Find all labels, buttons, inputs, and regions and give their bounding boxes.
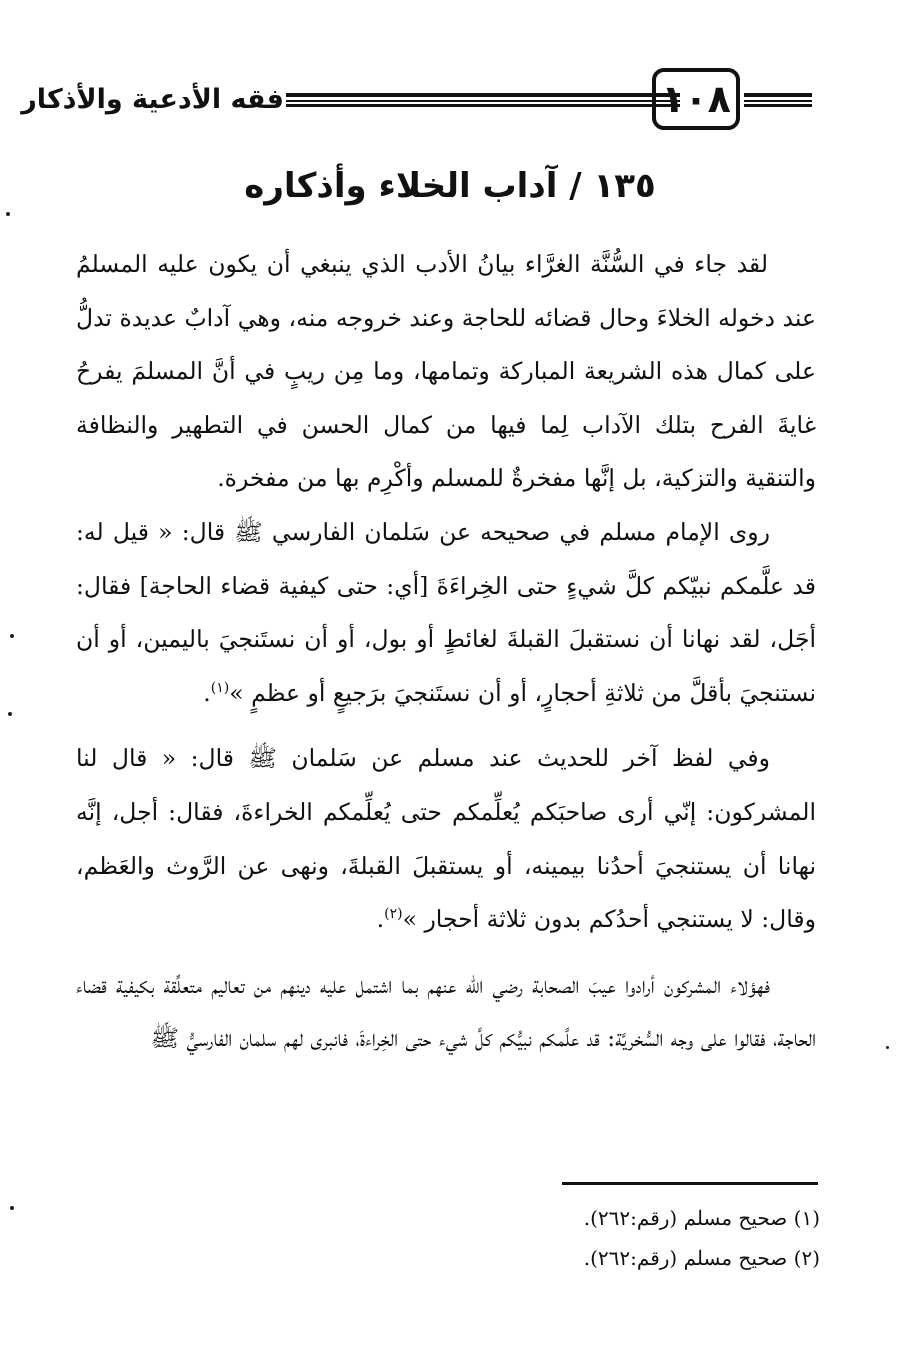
scan-speck: [6, 212, 10, 216]
footnote-reference[interactable]: (٢): [384, 906, 403, 923]
footnote: (٢) صحيح مسلم (رقم:٢٦٢).: [583, 1246, 820, 1270]
scan-speck: [10, 1206, 14, 1210]
header-rule-left: [286, 93, 680, 107]
chapter-title: ١٣٥ / آداب الخلاء وأذكاره: [244, 166, 656, 206]
paragraph-text: لقد جاء في السُّنَّة الغرَّاء بيانُ الأدب الذي ينبغي أن يكون عليه المسلمُ عند دخوله الخلاءَ وحال قضائه للحاجة وعند خروجه منه، وهي آدابٌ عديدة تدلُّ على كمال هذه الشريعة المباركة وتمامها، وما مِن ريبٍ في أنَّ المسلمَ يفرحُ غايةَ الفرح بتلك الآداب لِما فيها من كمال الحسن في التطهير والنظافة والتنقية والتزكية، بل إنَّها مفخرةٌ للمسلم وأكْرِم بها من مفخرة.: [76, 250, 816, 493]
body-text: [76, 238, 816, 1190]
paragraph: [76, 238, 816, 506]
header-rule-right: [744, 93, 812, 107]
footnote: (١) صحيح مسلم (رقم:٢٦٢).: [583, 1206, 820, 1230]
footnote-reference[interactable]: (١): [210, 679, 230, 696]
paragraph: روى الإمام مسلم في صحيحه عن سَلمان الفارسي ﷺ قال: « قيل له: قد علَّمكم نبيّكم كلَّ شيءٍ حتى الخِراءَةَ [أي: حتى كيفية قضاء الحاجة] فقال: أجَل، لقد نهانا أن نستقبلَ القبلةَ لغائطٍ أو بول، أو أن نستَنجيَ باليمين، أو أن نستنجيَ بأقلَّ من ثلاثةِ أحجارٍ، أو أن نستَنجيَ برَجيعٍ أو عظمٍ »$^{(١)}$.: [76, 517, 816, 707]
paragraph-text: روى الإمام مسلم في صحيحه عن سَلمان الفارسي ﷺ قال: « قيل له: قد علَّمكم نبيّكم كلَّ شيءٍ حتى الخِراءَةَ [أي: حتى كيفية قضاء الحاجة] فقال: أجَل، لقد نهانا أن نستقبلَ القبلةَ لغائطٍ أو بول، أو أن نستَنجيَ باليمين، أو أن نستنجيَ بأقلَّ من ثلاثةِ أحجارٍ، أو أن نستَنجيَ برَجيعٍ أو عظمٍ »: [76, 517, 816, 707]
paragraph: وفي لفظ آخر للحديث عند مسلم عن سَلمان ﷺ قال: « قال لنا المشركون: إنّي أرى صاحبَكم يُعلِّمكم حتى يُعلِّمكم الخراءةَ، فقال: أجل، إنَّه نهانا أن يستنجيَ أحدُنا بيمينه، أو يستقبلَ القبلةَ، ونهى عن الرَّوث والعَظم، وقال: لا يستنجي أحدُكم بدون ثلاثة أحجار »$^{(٢)}$.: [76, 744, 816, 934]
footnotes: [400, 1198, 820, 1278]
scan-speck: [8, 712, 12, 716]
book-title: فقه الأدعية والأذكار: [21, 84, 284, 115]
paragraph-text: وفي لفظ آخر للحديث عند مسلم عن سَلمان ﷺ قال: « قال لنا المشركون: إنّي أرى صاحبَكم يُعلِّمكم حتى يُعلِّمكم الخراءةَ، فقال: أجل، إنَّه نهانا أن يستنجيَ أحدُنا بيمينه، أو يستقبلَ القبلةَ، ونهى عن الرَّوث والعَظم، وقال: لا يستنجي أحدُكم بدون ثلاثة أحجار »: [76, 744, 816, 934]
scan-speck: [886, 1046, 889, 1049]
paragraph: [76, 959, 816, 1066]
footnote-separator: [562, 1182, 818, 1185]
page-number: ١٠٨: [652, 68, 740, 130]
running-header: [21, 66, 812, 138]
scan-speck: [10, 634, 14, 638]
paragraph-text: فهؤلاء المشركون أرادوا عيبَ الصحابة رضي الله عنهم بما اشتمل عليه دينهم من تعاليم متعلِّقة بكيفية قضاء الحاجة، فقالوا على وجه السُّخريَّة: قد علَّمكم نبيُّكم كلَّ شيء حتى الخِراءةَ، فانبرى لهم سلمان الفارسيُّ ﷺ: [76, 970, 816, 1053]
